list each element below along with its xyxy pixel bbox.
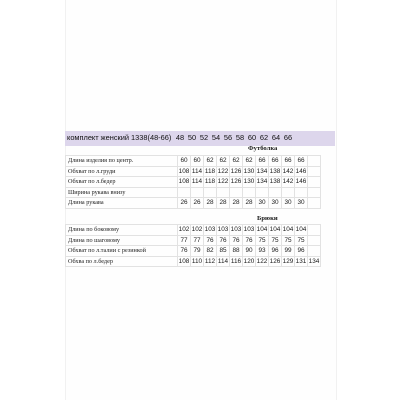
measurement-value: 66	[282, 156, 295, 167]
measurement-value: 66	[269, 156, 282, 167]
measurement-value: 130	[243, 178, 255, 186]
measurement-value: 28	[230, 198, 243, 209]
measurement-value: 75	[256, 235, 269, 246]
measurement-value: 82	[204, 246, 217, 257]
measurement-value: 75	[282, 235, 295, 246]
measurement-value: 62	[204, 156, 217, 167]
measurement-value: 60	[178, 156, 191, 167]
measurement-value: 76	[243, 235, 256, 246]
size-header-cell: 50	[187, 133, 197, 142]
measurement-value: 114	[217, 257, 229, 265]
measurement-value	[191, 187, 204, 198]
table-row	[66, 156, 321, 167]
measurement-value: 138	[269, 178, 281, 186]
measurement-value: 104	[256, 226, 268, 234]
measurement-label: Ширина рукава внизу	[66, 187, 178, 198]
measurement-value	[256, 187, 269, 198]
empty-cell	[308, 235, 321, 246]
measurement-value: 103	[204, 226, 216, 234]
measurement-value: 104	[295, 226, 307, 234]
measurement-value: 112	[204, 257, 216, 265]
measurement-value: 99	[282, 246, 295, 257]
measurement-value: 134	[308, 257, 320, 265]
measurement-value: 110	[191, 257, 203, 265]
measurement-value: 126	[230, 167, 242, 175]
measurement-value: 77	[191, 235, 204, 246]
measurement-value	[282, 187, 295, 198]
measurement-value: 116	[230, 257, 242, 265]
measurement-value: 28	[204, 198, 217, 209]
measurement-value: 66	[256, 156, 269, 167]
measurement-value: 108	[178, 257, 190, 265]
measurement-value: 62	[243, 156, 256, 167]
measurement-value: 28	[217, 198, 230, 209]
measurement-value: 122	[217, 167, 229, 175]
measurement-value: 85	[217, 246, 230, 257]
measurement-value: 76	[178, 246, 191, 257]
size-header-cell: 52	[199, 133, 209, 142]
size-header-cell: 62	[259, 133, 269, 142]
measurement-value: 26	[178, 198, 191, 209]
measurement-value: 134	[256, 178, 268, 186]
measurement-value	[204, 187, 217, 198]
measurement-value	[178, 187, 191, 198]
measurement-value: 102	[191, 226, 203, 234]
measurement-value: 76	[217, 235, 230, 246]
empty-cell	[308, 166, 321, 177]
measurement-value: 126	[269, 257, 281, 265]
empty-cell	[308, 198, 321, 209]
size-header-cell: 66	[283, 133, 293, 142]
measurement-value: 103	[230, 226, 242, 234]
measurement-value: 30	[256, 198, 269, 209]
measurement-value: 114	[191, 178, 203, 186]
table-row	[66, 235, 321, 246]
measurement-value: 108	[178, 178, 190, 186]
product-title: комплект женский 1338(48-66)	[67, 133, 172, 142]
measurement-value: 118	[204, 167, 216, 175]
table-row	[66, 246, 321, 257]
empty-cell	[308, 246, 321, 257]
measurement-value: 76	[204, 235, 217, 246]
size-header-cell: 64	[271, 133, 281, 142]
empty-cell	[308, 187, 321, 198]
measurement-value: 79	[191, 246, 204, 257]
measurement-value: 30	[282, 198, 295, 209]
empty-cell	[308, 156, 321, 167]
measurement-value: 104	[282, 226, 294, 234]
measurement-value: 60	[191, 156, 204, 167]
measurement-value	[269, 187, 282, 198]
measurement-value: 122	[217, 178, 229, 186]
measurement-label: Длина по боковому	[66, 225, 178, 236]
measurement-label: Обхва по л.бедер	[66, 256, 178, 267]
measurement-value: 88	[230, 246, 243, 257]
measurement-value: 76	[230, 235, 243, 246]
table-row	[66, 256, 321, 267]
measurement-label: Обхват по л.бедер	[66, 177, 178, 188]
measurement-value: 30	[269, 198, 282, 209]
measurement-value: 129	[282, 257, 294, 265]
measurement-value: 62	[230, 156, 243, 167]
measurement-value: 90	[243, 246, 256, 257]
measurement-value: 75	[269, 235, 282, 246]
measurement-value: 122	[256, 257, 268, 265]
size-header-cell: 56	[223, 133, 233, 142]
empty-cell	[308, 225, 321, 236]
measurement-value	[230, 187, 243, 198]
measurement-value: 114	[191, 167, 203, 175]
measurement-value: 142	[282, 178, 294, 186]
measurement-value: 96	[295, 246, 308, 257]
measurement-value: 146	[295, 167, 307, 175]
measurement-value: 138	[269, 167, 281, 175]
measurement-value: 102	[178, 226, 190, 234]
section-title-trousers: Брюки	[257, 215, 278, 222]
table-row	[66, 166, 321, 177]
measurement-value: 28	[243, 198, 256, 209]
measurement-label: Длина изделия по центр.	[66, 156, 178, 167]
table-row	[66, 177, 321, 188]
size-header-cell: 54	[211, 133, 221, 142]
size-header-cell: 48	[175, 133, 185, 142]
measurement-value: 66	[295, 156, 308, 167]
measurement-value: 103	[217, 226, 229, 234]
section-title-tshirt: Футболка	[248, 145, 278, 152]
measurement-value: 26	[191, 198, 204, 209]
measurement-value: 96	[269, 246, 282, 257]
measurement-value: 62	[217, 156, 230, 167]
table-row	[66, 187, 321, 198]
measurement-value	[295, 187, 308, 198]
measurement-label: Длина по шаговому	[66, 235, 178, 246]
measurement-value: 131	[295, 257, 307, 265]
table-row	[66, 225, 321, 236]
measurement-value: 108	[178, 167, 190, 175]
measurement-value: 104	[269, 226, 281, 234]
measurement-value: 142	[282, 167, 294, 175]
measurement-label: Обхват по л.талии с резинкой	[66, 246, 178, 257]
measurement-value: 77	[178, 235, 191, 246]
measurement-value: 130	[243, 167, 255, 175]
size-header-cell: 58	[235, 133, 245, 142]
measurement-value: 118	[204, 178, 216, 186]
measurement-label: Обхват по л.груди	[66, 166, 178, 177]
measurement-value: 134	[256, 167, 268, 175]
measurement-value: 75	[295, 235, 308, 246]
tshirt-measurements-table	[65, 155, 321, 209]
measurement-value: 146	[295, 178, 307, 186]
trousers-measurements-table	[65, 224, 321, 267]
measurement-value: 126	[230, 178, 242, 186]
table-row	[66, 198, 321, 209]
measurement-value	[243, 187, 256, 198]
measurement-value: 120	[243, 257, 255, 265]
measurement-value: 93	[256, 246, 269, 257]
size-header-cell: 60	[247, 133, 257, 142]
measurement-value: 30	[295, 198, 308, 209]
measurement-label: Длина рукава	[66, 198, 178, 209]
measurement-value: 103	[243, 226, 255, 234]
measurement-value	[217, 187, 230, 198]
empty-cell	[308, 177, 321, 188]
